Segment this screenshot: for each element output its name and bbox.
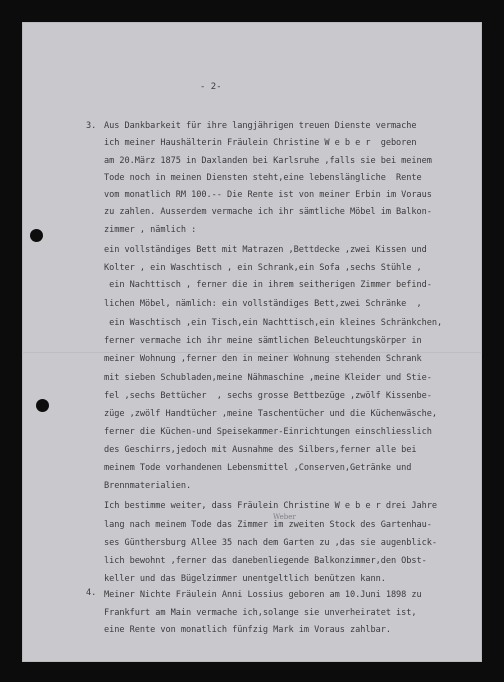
text-line: eine Rente von monatlich fünfzig Mark im Voraus zahlbar.: [104, 625, 391, 635]
text-line: lich bewohnt ,ferner das danebenliegende Balkonzimmer,den Obst-: [104, 556, 427, 566]
text-line: Frankfurt am Main vermache ich,solange sie unverheiratet ist,: [104, 608, 417, 618]
handwritten-insertion: Weber: [273, 513, 296, 521]
text-line: meinem Tode vorhandenen Lebensmittel ,Conserven,Getränke und: [104, 463, 412, 473]
item-number-4: 4.: [86, 588, 97, 598]
punch-hole-top: [30, 229, 43, 242]
text-line: ein vollständiges Bett mit Matrazen ,Bettdecke ,zwei Kissen und: [104, 245, 427, 255]
text-line: Ich bestimme weiter, dass Fräulein Christine W e b e r drei Jahre: [104, 501, 438, 511]
text-line: am 20.März 1875 in Daxlanden bei Karlsruhe ,falls sie bei meinem: [104, 156, 432, 166]
text-line: zu zahlen. Ausserdem vermache ich ihr sämtliche Möbel im Balkon-: [104, 207, 432, 217]
fold-line: [22, 352, 482, 353]
text-line: ferner vermache ich ihr meine sämtlichen Beleuchtungskörper in: [104, 336, 422, 346]
text-line: züge ,zwölf Handtücher ,meine Taschentücher und die Küchenwäsche,: [104, 409, 438, 419]
page-number: - 2-: [200, 82, 222, 92]
text-line: ich meiner Haushälterin Fräulein Christine W e b e r geboren: [104, 138, 417, 148]
text-line: vom monatlich RM 100.-- Die Rente ist von meiner Erbin im Voraus: [104, 190, 432, 200]
text-line: Aus Dankbarkeit für ihre langjährigen treuen Dienste vermache: [104, 121, 417, 131]
text-line: ein Nachttisch , ferner die in ihrem seitherigen Zimmer befind-: [104, 280, 432, 290]
text-line: zimmer , nämlich :: [104, 225, 197, 235]
text-line: fel ,sechs Bettücher , sechs grosse Bettbezüge ,zwölf Kissenbe-: [104, 391, 432, 401]
item-number-3: 3.: [86, 121, 97, 131]
text-line: Brennmaterialien.: [104, 481, 192, 491]
text-line: Kolter , ein Waschtisch , ein Schrank,ein Sofa ,sechs Stühle ,: [104, 263, 422, 273]
text-line: lichen Möbel, nämlich: ein vollständiges Bett,zwei Schränke ,: [104, 299, 422, 309]
text-line: des Geschirrs,jedoch mit Ausnahme des Silbers,ferner alle bei: [104, 445, 417, 455]
text-line: keller und das Bügelzimmer unentgeltlich benützen kann.: [104, 574, 386, 584]
text-line: meiner Wohnung ,ferner den in meiner Wohnung stehenden Schrank: [104, 354, 422, 364]
text-line: Tode noch in meinen Diensten steht,eine lebenslängliche Rente: [104, 173, 422, 183]
text-line: ferner die Küchen-und Speisekammer-Einrichtungen einschliesslich: [104, 427, 432, 437]
text-line: ein Waschtisch ,ein Tisch,ein Nachttisch,ein kleines Schränkchen,: [104, 318, 443, 328]
text-line: lang nach meinem Tode das Zimmer im zweiten Stock des Gartenhau-: [104, 520, 432, 530]
text-line: Meiner Nichte Fräulein Anni Lossius geboren am 10.Juni 1898 zu: [104, 590, 422, 600]
text-line: mit sieben Schubladen,meine Nähmaschine ,meine Kleider und Stie-: [104, 373, 432, 383]
punch-hole-bottom: [36, 399, 49, 412]
text-line: ses Günthersburg Allee 35 nach dem Garten zu ,das sie augenblick-: [104, 538, 438, 548]
